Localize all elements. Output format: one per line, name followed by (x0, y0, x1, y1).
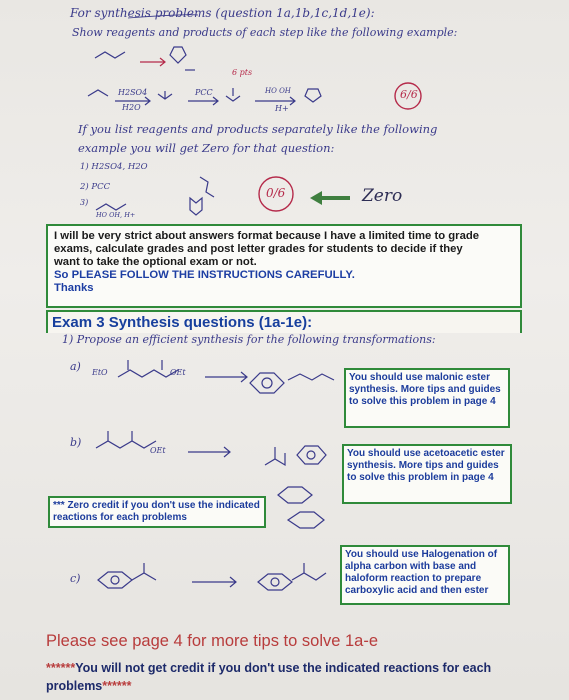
instruction-line: 1) Propose an efficient synthesis for the following transformations: (62, 333, 436, 346)
zero-list-item-1: 1) H2SO4, H2O (80, 162, 148, 172)
credit-warning-stars-end: ****** (102, 679, 132, 693)
credit-warning (46, 659, 536, 695)
notice-line-1: I will be very strict about answers format because I have a limited time to grade (54, 230, 480, 242)
zero-list-item-3-reagents: HO OH, H+ (96, 211, 136, 219)
hint-box-a: You should use malonic ester synthesis. More tips and guides to solve this problem in page 4 (344, 368, 510, 428)
problem-a-oet: OEt (170, 368, 186, 377)
full-score-mark: 6/6 (400, 88, 418, 101)
zero-word: Zero (362, 186, 403, 206)
problem-a-label: a) (70, 360, 81, 373)
notice-line-4: So PLEASE FOLLOW THE INSTRUCTIONS CAREFULLY. (54, 269, 355, 281)
handwritten-warning-line2: example you will get Zero for that question: (78, 141, 335, 155)
problem-c-label: c) (70, 572, 81, 585)
hint-box-b: You should use acetoacetic ester synthesis. More tips and guides to solve this problem in page 4 (342, 444, 512, 504)
example-step3-reagent: HO OH (265, 87, 291, 95)
notice-line-3: want to take the optional exam or not. (54, 256, 257, 268)
handwritten-intro-line1: For synthesis problems (question 1a,1b,1c,1d,1e): (70, 6, 375, 20)
notice-line-2: exams, calculate grades and post letter grades for students to decide if they (54, 243, 463, 255)
see-page-4-note: Please see page 4 for more tips to solve 1a-e (46, 632, 379, 650)
handwritten-warning-line1: If you list reagents and products separately like the following (78, 122, 438, 136)
handwritten-intro-line2: Show reagents and products of each step like the following example: (72, 26, 458, 39)
credit-warning-text: You will not get credit if you don't use the indicated reactions for each problems (46, 661, 492, 693)
zero-score-mark: 0/6 (266, 186, 286, 200)
points-label: 6 pts (232, 68, 253, 77)
example-step1-reagent-2: H2O (122, 103, 141, 112)
exam-title: Exam 3 Synthesis questions (1a-1e): (46, 310, 522, 333)
problem-b-oet: OEt (150, 446, 166, 455)
hint-box-c: You should use Halogenation of alpha carbon with base and haloform reaction to prepare carboxylic acid and then ester (340, 545, 510, 605)
problem-b-label: b) (70, 436, 82, 449)
notice-line-5: Thanks (54, 282, 94, 294)
format-notice-box (46, 224, 522, 308)
example-step1-reagent: H2SO4 (118, 88, 148, 97)
credit-warning-stars-start: ****** (46, 661, 76, 675)
zero-list-item-2: 2) PCC (80, 182, 111, 192)
example-step2-reagent: PCC (195, 88, 213, 97)
example-step3-catalyst: H+ (275, 104, 289, 113)
problem-a-eto: EtO (92, 368, 108, 377)
zero-list-item-3: 3) (80, 198, 89, 207)
zero-credit-box: *** Zero credit if you don't use the indicated reactions for each problems (48, 496, 266, 528)
